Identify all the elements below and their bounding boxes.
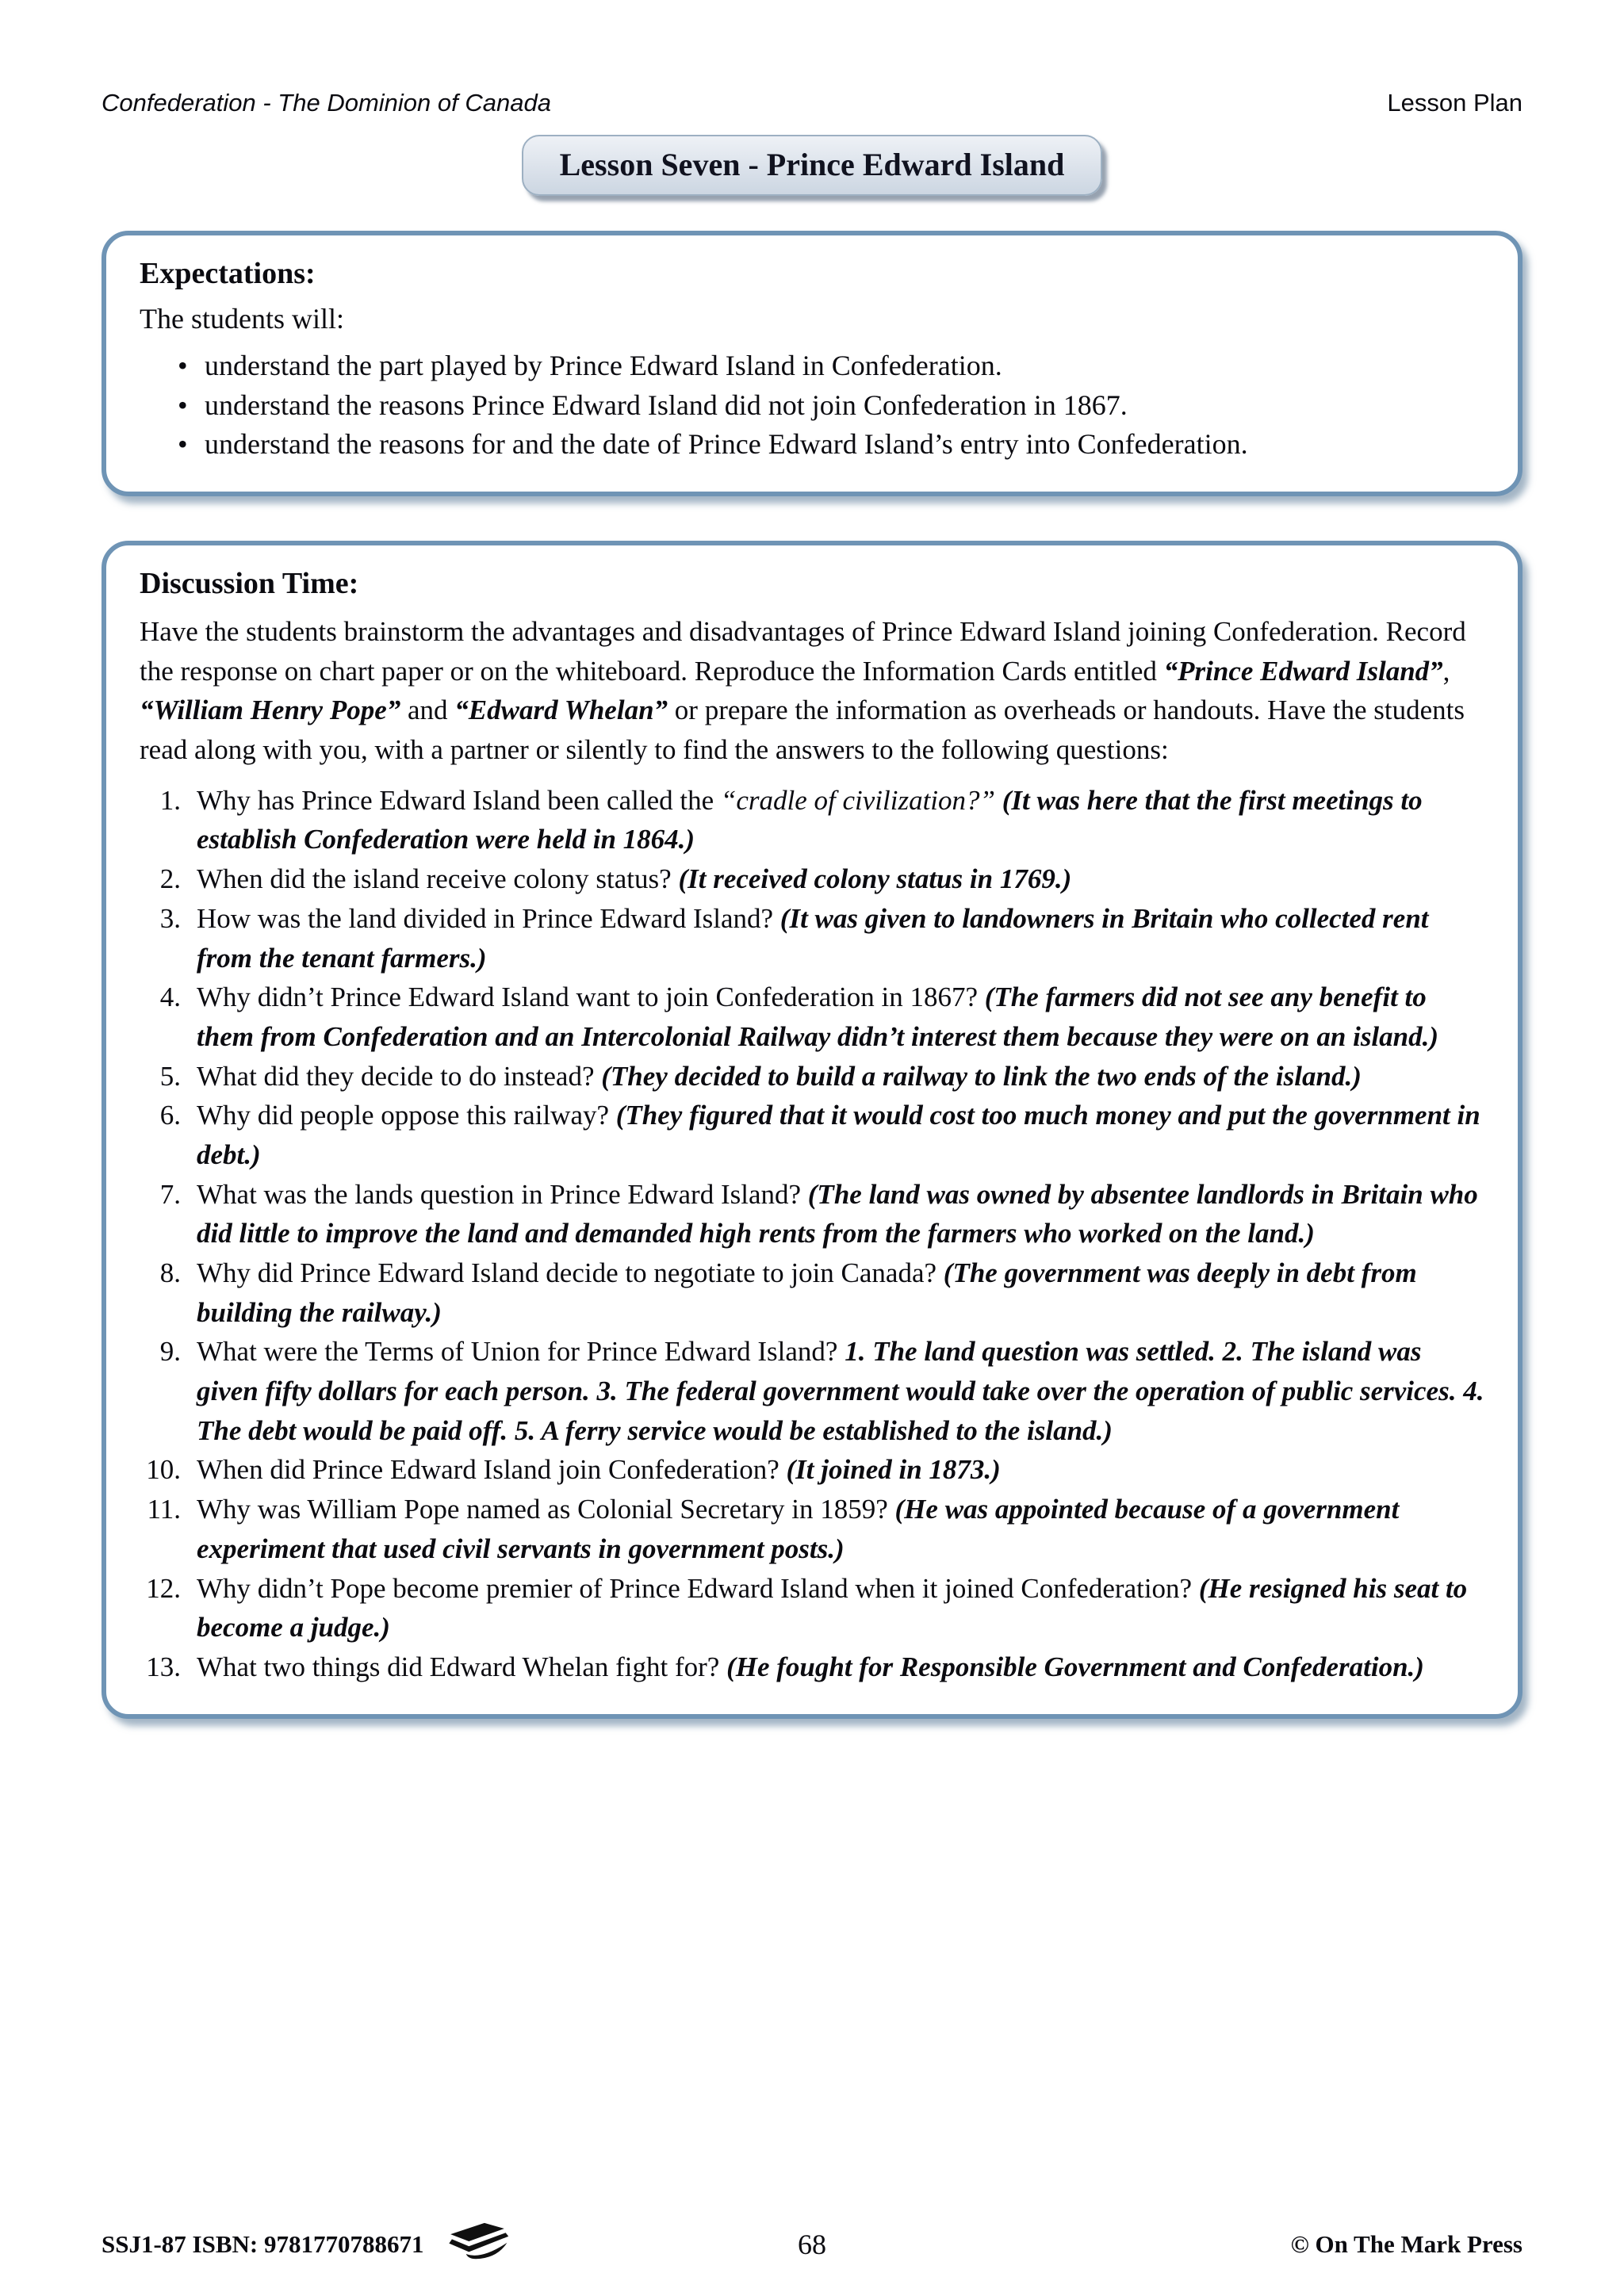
question-item [140,1057,1484,1096]
question-item [140,1450,1484,1490]
expectation-item: • understand the reasons Prince Edward Island did not join Confederation in 1867. [178,386,1484,426]
question-item [140,1175,1484,1253]
question-text: What did they decide to do instead? [197,1060,595,1092]
expectations-lead: The students will: [140,303,344,335]
card-title: “William Henry Pope” [140,695,401,726]
expectations-list [178,346,1484,465]
page-header [102,89,1522,117]
question-text: Why has Prince Edward Island been called the [197,784,721,816]
question-number: 12. [146,1572,181,1604]
question-item [140,899,1484,978]
question-item [140,978,1484,1056]
header-book-title: Confederation - The Dominion of Canada [102,89,551,117]
question-number: 6. [159,1100,181,1131]
question-number: 11. [147,1494,181,1525]
question-item [140,859,1484,899]
question-text: Why was William Pope named as Colonial Secretary in 1859? [197,1494,888,1525]
expectations-heading: Expectations: [140,257,316,290]
answer-text: (They decided to build a railway to link the two ends of the island.) [594,1060,1362,1092]
intro-text: Have the students brainstorm the advantages and disadvantages of Prince Edward Island joining Confederation. Record the response on chart paper or on the whiteboard. Reproduce the Information Cards entitled [140,616,1466,687]
answer-text: (The farmers did not see any benefit to them from Confederation and an Intercolonial Railway didn’t interest them because they were on an island.) [197,982,1439,1052]
answer-text: (He was appointed because of a government experiment that used civil servants in government posts.) [197,1494,1400,1564]
question-text: What were the Terms of Union for Prince Edward Island? [197,1336,838,1368]
answer-text: (It joined in 1873.) [779,1454,1001,1486]
question-italic: “cradle of civilization?” [720,784,995,816]
card-title: “Prince Edward Island” [1163,655,1443,687]
discussion-heading: Discussion Time: [140,567,359,601]
question-list [140,781,1484,1687]
card-title: “Edward Whelan” [454,695,668,726]
question-text: What two things did Edward Whelan fight for? [197,1651,720,1682]
question-item [140,1647,1484,1687]
lesson-title-badge: Lesson Seven - Prince Edward Island [522,135,1103,196]
question-item [140,1490,1484,1568]
intro-text: or prepare the information as overheads or handouts. Have the students read along with you, with a partner or silently to find the answers to the following questions: [140,695,1465,766]
question-number: 13. [146,1651,181,1682]
question-number: 4. [159,982,181,1013]
answer-text: (It received colony status in 1769.) [671,863,1072,895]
answer-text: (The government was deeply in debt from building the railway.) [197,1257,1417,1328]
answer-text: (They figured that it would cost too much money and put the government in debt.) [197,1100,1480,1170]
footer-isbn-group [102,2220,510,2269]
answer-text: (The land was owned by absentee landlords in Britain who did little to improve the land and demanded high rents from the farmers who worked on the land.) [197,1178,1478,1249]
publisher-logo-icon [445,2220,510,2269]
question-number: 9. [159,1336,181,1368]
question-number: 1. [159,784,181,816]
question-item [140,1569,1484,1647]
answer-text: 1. The land question was settled. 2. The island was given fifty dollars for each person. 3. The federal government would take over the operation of public services. 4. The debt would be paid off. 5. A ferry service would be established to the island.) [197,1336,1484,1446]
question-text: When did Prince Edward Island join Confederation? [197,1454,779,1486]
question-text: What was the lands question in Prince Edward Island? [197,1178,802,1210]
intro-text: , [1442,655,1450,687]
expectations-box [102,231,1522,496]
question-text: Why didn’t Pope become premier of Prince Edward Island when it joined Confederation? [197,1572,1193,1604]
answer-text: (He fought for Responsible Government and Confederation.) [719,1651,1424,1682]
question-number: 5. [159,1060,181,1092]
answer-text: (It was here that the first meetings to establish Confederation were held in 1864.) [197,784,1423,855]
question-text: Why didn’t Prince Edward Island want to join Confederation in 1867? [197,982,978,1013]
question-text: When did the island receive colony status? [197,863,672,895]
question-number: 10. [146,1454,181,1486]
answer-text: (It was given to landowners in Britain who collected rent from the tenant farmers.) [197,902,1429,974]
question-text: Why did people oppose this railway? [197,1100,610,1131]
lesson-title-row [102,135,1522,196]
header-section-label: Lesson Plan [1387,89,1522,117]
page-footer [102,2220,1522,2269]
question-item [140,1332,1484,1450]
footer-isbn-text: SSJ1-87 ISBN: 9781770788671 [102,2230,424,2258]
discussion-box [102,541,1522,1719]
question-text: How was the land divided in Prince Edward Island? [197,902,774,934]
footer-copyright: © On The Mark Press [1290,2230,1522,2258]
question-item [140,781,1484,859]
expectation-item: • understand the part played by Prince Edward Island in Confederation. [178,346,1484,386]
question-number: 8. [159,1257,181,1289]
answer-text: (He resigned his seat to become a judge.) [197,1572,1468,1644]
question-number: 3. [159,902,181,934]
discussion-intro [140,612,1484,770]
expectation-item: • understand the reasons for and the date of Prince Edward Island’s entry into Confederation. [178,425,1484,465]
question-item [140,1096,1484,1174]
intro-text: and [400,695,455,726]
question-item [140,1253,1484,1332]
question-text: Why did Prince Edward Island decide to negotiate to join Canada? [197,1257,937,1289]
question-number: 7. [159,1178,181,1210]
question-number: 2. [159,863,181,895]
page-number: 68 [798,2229,826,2260]
